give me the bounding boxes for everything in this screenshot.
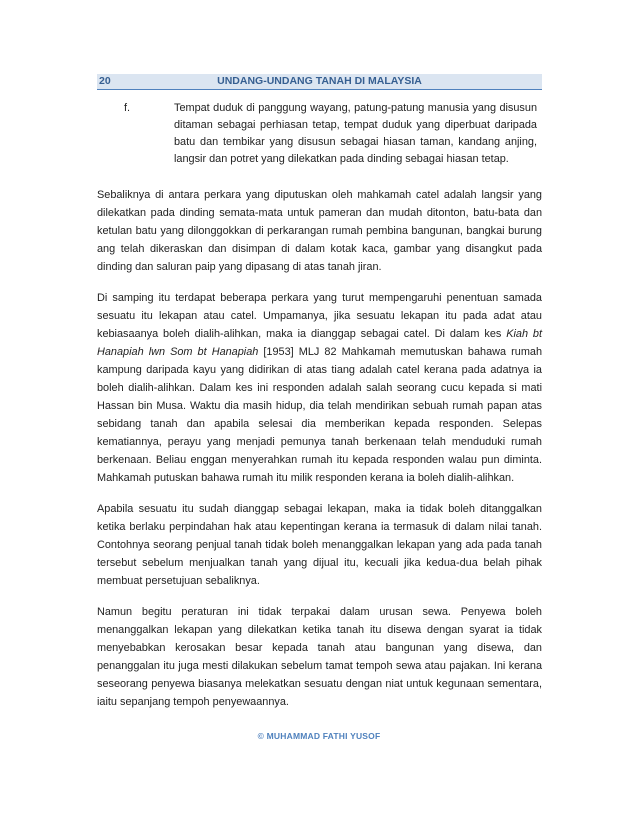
body-text [97,186,542,724]
page-header [97,74,542,90]
list-item-text: Tempat duduk di panggung wayang, patung-patung manusia yang disusun ditaman sebagai perhiasan tetap, tempat duduk yang diperbuat daripada batu dan tembikar yang disusun sebagai hiasan taman, kandang anjing, langsir dan potret yang dilekatkan pada dinding sebagai hiasan tetap. [174,102,537,165]
paragraph-2 [97,289,542,487]
paragraph-2-part-1: Di samping itu terdapat beberapa perkara yang turut mempengaruhi penentuan samada sesuatu itu lekapan atau catel. Umpamanya, jika sesuatu lekapan itu pada adat atau kebiasaanya boleh dialih-alihkan, maka ia dianggap sebagai catel. Di dalam kes [97,292,542,340]
paragraph-3: Apabila sesuatu itu sudah dianggap sebagai lekapan, maka ia tidak boleh ditanggalkan ketika berlaku perpindahan hak atau kepentingan kerana ia termasuk di dalam nilai tanah. Contohnya seorang penjual tanah tidak boleh menanggalkan lekapan yang ada pada tanah tersebut sebelum menjualkan tanah yang dijual itu, kecuali jika kedua-dua belah pihak membuat persetujuan sebaliknya. [97,503,542,587]
running-title: UNDANG-UNDANG TANAH DI MALAYSIA [217,75,422,87]
footer-copyright: © MUHAMMAD FATHI YUSOF [257,731,381,741]
paragraph-2-part-2: [1953] MLJ 82 Mahkamah memutuskan bahawa rumah kampung daripada kayu yang didirikan di atas tiang adalah catel kerana pada adatnya ia boleh dialih-alihkan. Dalam kes ini responden adalah salah seorang cucu kepada si mati Hassan bin Musa. Waktu dia masih hidup, dia telah mendirikan sebuah rumah papan atas sebidang tanah dan apabila selesai dia memberikan kepada responden. Selepas kematiannya, perayu yang menjadi pemunya tanah berkenaan telah menduduki rumah berkenaan. Beliau enggan menyerahkan rumah itu kepada responden walau pun diminta. Mahkamah putuskan bahawa rumah itu milik responden kerana ia boleh dialih-alihkan. [97,346,543,484]
list-item-label: f. [124,102,131,114]
paragraph-4: Namun begitu peraturan ini tidak terpakai dalam urusan sewa. Penyewa boleh menanggalkan lekapan yang dilekatkan ketika tanah itu disewa dengan syarat ia tidak menyebabkan kerosakan besar kepada tanah atau bangunan yang disewa, dan penanggalan itu juga mesti dilakukan sebelum tamat tempoh sewa atau pajakan. Ini kerana seseorang penyewa biasanya melekatkan sesuatu dengan niat untuk kegunaan sementara, iaitu sepanjang tempoh penyewaannya. [97,606,542,708]
case-name: Kiah bt Hanapiah lwn Som bt Hanapiah [97,328,542,358]
page-number: 20 [99,75,111,87]
paragraph-1: Sebaliknya di antara perkara yang diputuskan oleh mahkamah catel adalah langsir yang dilekatkan pada dinding semata-mata untuk pameran dan mudah ditonton, batu-bata dan ketulan batu yang dilonggokkan di perkarangan rumah pembina bangunan, bangkai burung ang telah dikeraskan dan disimpan di dalam kotak kaca, gambar yang disangkut pada dinding dan saluran paip yang dipasang di atas tanah jiran. [97,189,542,273]
